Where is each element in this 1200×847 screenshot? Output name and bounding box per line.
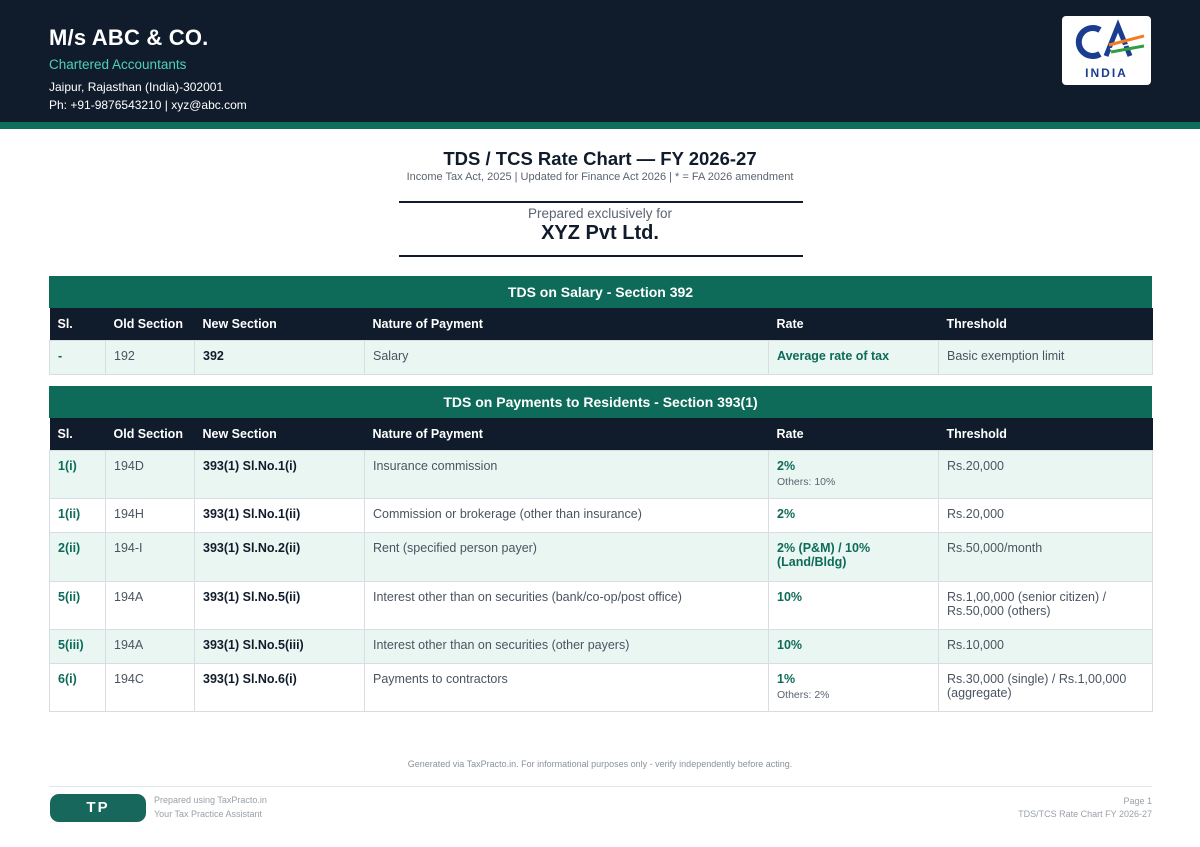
client-name: XYZ Pvt Ltd. xyxy=(541,222,659,244)
col-header-nature: Nature of Payment xyxy=(365,308,769,340)
firm-subtitle: Chartered Accountants xyxy=(49,57,187,72)
cell-sl: 5(ii) xyxy=(50,581,106,629)
cell-sl: 1(ii) xyxy=(50,498,106,532)
prepared-using: Prepared using TaxPracto.in xyxy=(154,795,267,805)
table-row xyxy=(50,340,1153,374)
cell-old-section: 194A xyxy=(106,581,195,629)
taxpracto-logo-icon: TP xyxy=(50,794,146,822)
cell-nature: Rent (specified person payer) xyxy=(365,532,769,581)
cell-rate: 2% xyxy=(769,498,939,532)
page-number: Page 1 xyxy=(1123,796,1152,806)
cell-sl: 1(i) xyxy=(50,450,106,498)
cell-new-section: 393(1) Sl.No.1(i) xyxy=(195,450,365,498)
cell-threshold: Rs.20,000 xyxy=(939,450,1153,498)
generated-note: Generated via TaxPracto.in. For informational purposes only - verify independently before acting. xyxy=(407,759,793,769)
divider xyxy=(399,255,803,257)
col-header-sl: Sl. xyxy=(50,418,106,450)
salary-table-section xyxy=(49,276,1152,375)
col-header-new-section: New Section xyxy=(195,308,365,340)
col-header-old-section: Old Section xyxy=(106,418,195,450)
firm-address: Jaipur, Rajasthan (India)-302001 xyxy=(49,80,224,94)
cell-nature: Interest other than on securities (other payers) xyxy=(365,629,769,663)
ca-logo-icon xyxy=(1062,16,1151,66)
cell-new-section: 392 xyxy=(195,340,365,374)
cell-rate: 2% (P&M) / 10% (Land/Bldg) xyxy=(769,532,939,581)
tagline: Your Tax Practice Assistant xyxy=(154,809,263,819)
col-header-sl: Sl. xyxy=(50,308,106,340)
salary-table xyxy=(49,308,1153,375)
cell-sl: - xyxy=(50,340,106,374)
cell-threshold: Basic exemption limit xyxy=(939,340,1153,374)
cell-rate xyxy=(769,663,939,711)
cell-old-section: 194H xyxy=(106,498,195,532)
table-header-row xyxy=(50,308,1153,340)
cell-nature: Salary xyxy=(365,340,769,374)
table-title: TDS on Salary - Section 392 xyxy=(49,276,1152,308)
cell-rate: Average rate of tax xyxy=(769,340,939,374)
table-row xyxy=(50,450,1153,498)
cell-threshold: Rs.50,000/month xyxy=(939,532,1153,581)
cell-new-section: 393(1) Sl.No.2(ii) xyxy=(195,532,365,581)
cell-sl: 6(i) xyxy=(50,663,106,711)
cell-threshold: Rs.30,000 (single) / Rs.1,00,000 (aggregate) xyxy=(939,663,1153,711)
table-row xyxy=(50,663,1153,711)
col-header-old-section: Old Section xyxy=(106,308,195,340)
table-row xyxy=(50,498,1153,532)
col-header-new-section: New Section xyxy=(195,418,365,450)
cell-rate: 10% xyxy=(769,629,939,663)
table-title: TDS on Payments to Residents - Section 393(1) xyxy=(49,386,1152,418)
table-header-row xyxy=(50,418,1153,450)
logo-text: INDIA xyxy=(1085,66,1128,80)
cell-new-section: 393(1) Sl.No.5(ii) xyxy=(195,581,365,629)
cell-new-section: 393(1) Sl.No.1(ii) xyxy=(195,498,365,532)
rate-value: 1% xyxy=(777,671,796,686)
cell-rate xyxy=(769,450,939,498)
cell-new-section: 393(1) Sl.No.6(i) xyxy=(195,663,365,711)
cell-threshold: Rs.20,000 xyxy=(939,498,1153,532)
residents-table-section xyxy=(49,386,1152,712)
rate-note: Others: 2% xyxy=(777,688,830,701)
residents-table xyxy=(49,418,1153,712)
cell-old-section: 194A xyxy=(106,629,195,663)
rate-note: Others: 10% xyxy=(777,475,836,488)
cell-old-section: 194C xyxy=(106,663,195,711)
cell-threshold: Rs.10,000 xyxy=(939,629,1153,663)
table-row xyxy=(50,532,1153,581)
rate-value: 2% xyxy=(777,458,796,473)
cell-nature: Interest other than on securities (bank/co-op/post office) xyxy=(365,581,769,629)
col-header-rate: Rate xyxy=(769,308,939,340)
cell-old-section: 194-I xyxy=(106,532,195,581)
cell-threshold: Rs.1,00,000 (senior citizen) / Rs.50,000 (others) xyxy=(939,581,1153,629)
col-header-nature: Nature of Payment xyxy=(365,418,769,450)
prepared-for-label: Prepared exclusively for xyxy=(527,206,673,221)
cell-rate: 10% xyxy=(769,581,939,629)
cell-nature: Payments to contractors xyxy=(365,663,769,711)
cell-nature: Insurance commission xyxy=(365,450,769,498)
cell-old-section: 194D xyxy=(106,450,195,498)
header-accent-bar xyxy=(0,122,1200,129)
footer-doc-label: TDS/TCS Rate Chart FY 2026-27 xyxy=(1018,809,1152,819)
col-header-threshold: Threshold xyxy=(939,308,1153,340)
document-subtitle: Income Tax Act, 2025 | Updated for Finance Act 2026 | * = FA 2026 amendment xyxy=(406,171,794,183)
cell-new-section: 393(1) Sl.No.5(iii) xyxy=(195,629,365,663)
col-header-threshold: Threshold xyxy=(939,418,1153,450)
cell-sl: 2(ii) xyxy=(50,532,106,581)
firm-contact: Ph: +91-9876543210 | xyz@abc.com xyxy=(49,98,247,112)
document-title: TDS / TCS Rate Chart — FY 2026-27 xyxy=(443,148,757,169)
ca-india-logo xyxy=(1062,16,1151,85)
table-row xyxy=(50,629,1153,663)
col-header-rate: Rate xyxy=(769,418,939,450)
cell-sl: 5(iii) xyxy=(50,629,106,663)
footer-divider xyxy=(49,786,1152,787)
cell-old-section: 192 xyxy=(106,340,195,374)
cell-nature: Commission or brokerage (other than insurance) xyxy=(365,498,769,532)
table-row xyxy=(50,581,1153,629)
divider xyxy=(399,201,803,203)
firm-name: M/s ABC & CO. xyxy=(49,25,209,50)
letterhead xyxy=(0,0,1200,122)
